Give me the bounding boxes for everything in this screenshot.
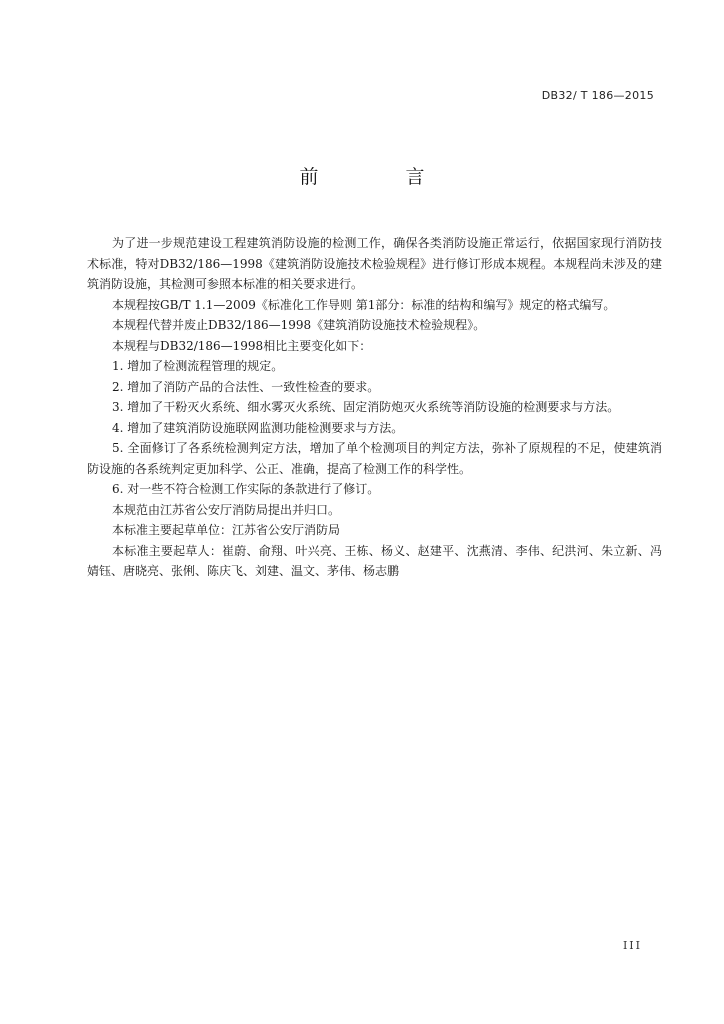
standard-code: DB32/ T 186—2015 (541, 89, 654, 102)
drafting-unit-paragraph: 本标准主要起草单位：江苏省公安厅消防局 (112, 523, 341, 537)
drafters-paragraph: 本标准主要起草人：崔蔚、俞翔、叶兴亮、王栋、杨义、赵建平、沈燕清、李伟、纪洪河、朱立新、冯婧钰、唐晓亮、张俐、陈庆飞、刘建、温文、茅伟、杨志鹏 (87, 543, 662, 578)
intro-paragraph: 为了进一步规范建设工程建筑消防设施的检测工作，确保各类消防设施正常运行，依据国家现行消防技术标准，特对DB32/186—1998《建筑消防设施技术检验规程》进行修订形成本规程。本规程尚未涉及的建筑消防设施，其检测可参照本标准的相关要求进行。 (87, 236, 662, 291)
page-number: III (622, 939, 642, 952)
change-item-3: 3. 增加了干粉灭火系统、细水雾灭火系统、固定消防炮灭火系统等消防设施的检测要求与方法。 (112, 400, 620, 414)
foreword-body (87, 233, 662, 582)
format-paragraph: 本规程按GB/T 1.1—2009《标准化工作导则 第1部分：标准的结构和编写》规定的格式编写。 (112, 297, 616, 312)
page-title: 前 言 (299, 166, 459, 188)
changes-intro-paragraph: 本规程与DB32/186—1998相比主要变化如下： (112, 338, 372, 353)
change-item-6: 6. 对一些不符合检测工作实际的条款进行了修订。 (112, 482, 380, 496)
replacement-paragraph: 本规程代替并废止DB32/186—1998《建筑消防设施技术检验规程》。 (112, 318, 486, 332)
change-item-4: 4. 增加了建筑消防设施联网监测功能检测要求与方法。 (112, 420, 404, 435)
proposer-paragraph: 本规范由江苏省公安厅消防局提出并归口。 (112, 502, 341, 517)
change-item-2: 2. 增加了消防产品的合法性、一致性检查的要求。 (112, 379, 380, 394)
change-item-1: 1. 增加了检测流程管理的规定。 (112, 359, 284, 373)
change-item-5: 5. 全面修订了各系统检测判定方法，增加了单个检测项目的判定方法，弥补了原规程的不足，使建筑消防设施的各系统判定更加科学、公正、准确，提高了检测工作的科学性。 (87, 441, 662, 476)
